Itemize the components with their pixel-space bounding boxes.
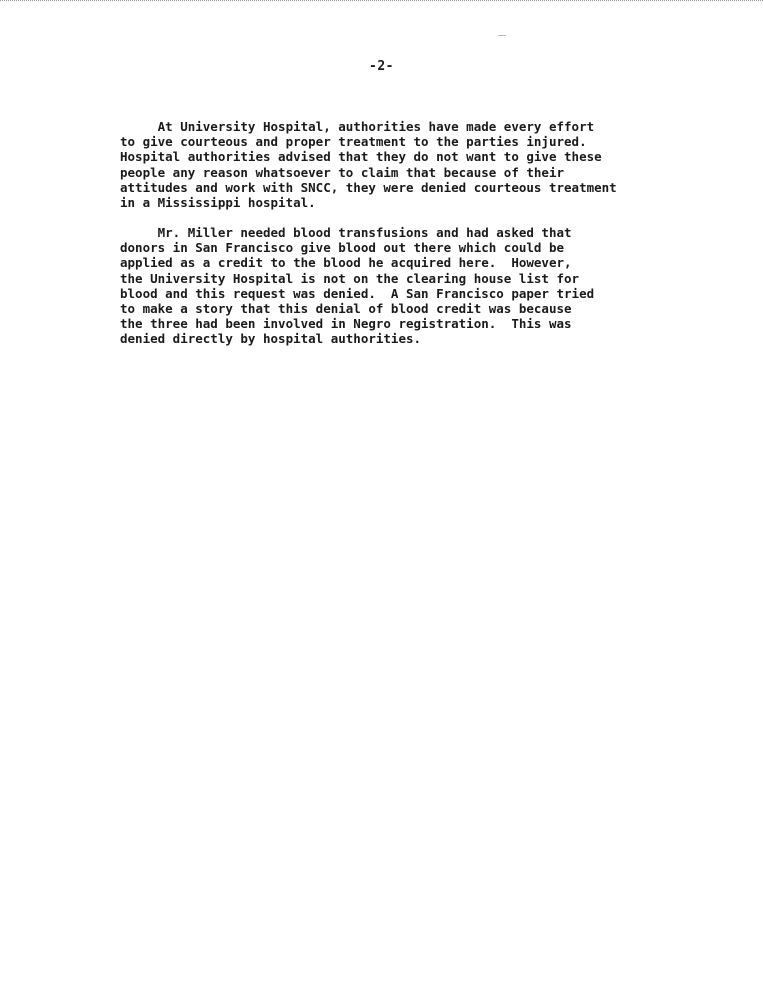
text-line: attitudes and work with SNCC, they were denied courteous treatment: [120, 179, 617, 195]
text-line: to make a story that this denial of blood credit was because: [120, 301, 572, 317]
text-line: to give courteous and proper treatment to the parties injured.: [120, 134, 587, 150]
page-number: -2-: [369, 59, 394, 74]
scan-speck: [498, 35, 506, 36]
text-line: in a Mississippi hospital.: [120, 195, 316, 211]
text-line: Hospital authorities advised that they do not want to give these: [120, 149, 602, 165]
text-line: donors in San Francisco give blood out there which could be: [120, 240, 565, 256]
paragraph-hospital-treatment: [120, 119, 730, 210]
text-line: the three had been involved in Negro registration. This was: [120, 316, 572, 332]
text-line: Mr. Miller needed blood transfusions and had asked that: [120, 225, 572, 240]
text-line: applied as a credit to the blood he acquired here. However,: [120, 255, 572, 271]
text-line: denied directly by hospital authorities.: [120, 331, 422, 347]
text-line: the University Hospital is not on the clearing house list for: [120, 270, 580, 286]
page-top-edge: [0, 0, 763, 1]
text-line: At University Hospital, authorities have made every effort: [120, 119, 595, 134]
text-line: blood and this request was denied. A San Francisco paper tried: [120, 285, 595, 301]
paragraph-blood-transfusions: [120, 225, 730, 347]
text-line: people any reason whatsoever to claim that because of their: [120, 164, 565, 180]
